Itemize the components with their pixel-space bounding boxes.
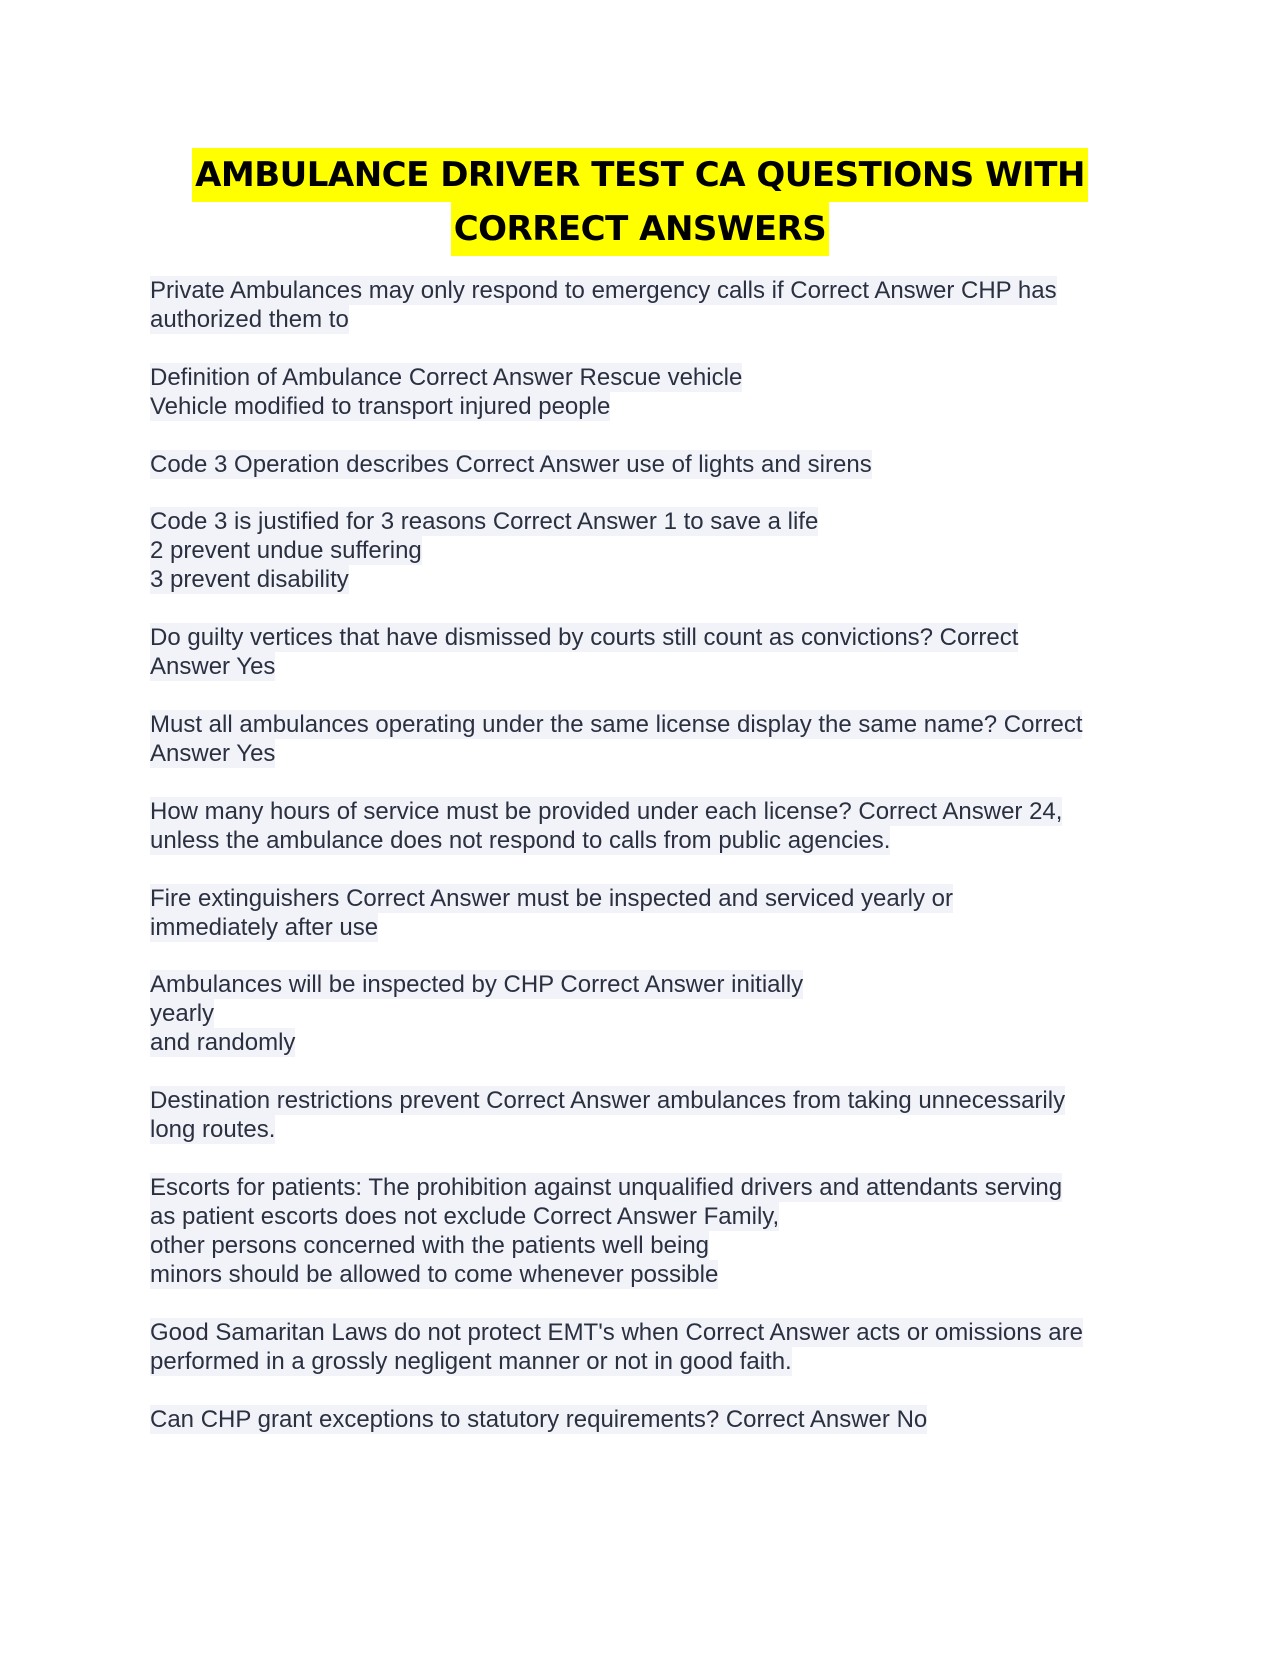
- qa-line: minors should be allowed to come whenever possible: [150, 1260, 719, 1288]
- qa-line: Good Samaritan Laws do not protect EMT's when Correct Answer acts or omissions are: [150, 1318, 1083, 1346]
- qa-line: and randomly: [150, 1029, 296, 1057]
- qa-item-11: [150, 1173, 1150, 1289]
- qa-list: [150, 276, 1150, 1462]
- qa-line: Code 3 is justified for 3 reasons Correct Answer 1 to save a life: [150, 508, 819, 536]
- qa-line: Answer Yes: [150, 739, 276, 767]
- qa-item-2: [150, 363, 1150, 421]
- qa-line: Destination restrictions prevent Correct Answer ambulances from taking unnecessarily: [150, 1087, 1066, 1115]
- qa-line: authorized them to: [150, 306, 349, 333]
- qa-line: Do guilty vertices that have dismissed by courts still count as convictions? Correct: [150, 624, 1019, 652]
- qa-line: Vehicle modified to transport injured people: [150, 392, 611, 420]
- qa-line: Definition of Ambulance Correct Answer Rescue vehicle: [150, 363, 743, 391]
- qa-line: unless the ambulance does not respond to calls from public agencies.: [150, 826, 891, 854]
- qa-line: long routes.: [150, 1116, 276, 1144]
- qa-line: Answer Yes: [150, 653, 276, 681]
- qa-item-9: [150, 970, 1150, 1057]
- qa-line: Fire extinguishers Correct Answer must be inspected and serviced yearly or: [150, 884, 954, 912]
- qa-item-4: [150, 507, 1150, 594]
- qa-line: yearly: [150, 1000, 215, 1028]
- qa-line: Must all ambulances operating under the same license display the same name? Correct: [150, 710, 1083, 738]
- qa-item-6: [150, 710, 1150, 768]
- qa-line: How many hours of service must be provided under each license? Correct Answer 24,: [150, 797, 1063, 825]
- title-line-2: CORRECT ANSWERS: [451, 202, 830, 256]
- qa-line: other persons concerned with the patients well being: [150, 1231, 710, 1259]
- qa-item-1: [150, 276, 1150, 334]
- qa-line: as patient escorts does not exclude Correct Answer Family,: [150, 1202, 780, 1230]
- qa-line: Private Ambulances may only respond to emergency calls if Correct Answer CHP has: [150, 277, 1057, 304]
- document-title: [140, 148, 1140, 256]
- qa-line: Escorts for patients: The prohibition against unqualified drivers and attendants serving: [150, 1173, 1063, 1201]
- qa-item-5: [150, 623, 1150, 681]
- qa-line: 2 prevent undue suffering: [150, 537, 422, 565]
- qa-line: Code 3 Operation describes Correct Answer use of lights and sirens: [150, 450, 872, 478]
- qa-item-10: [150, 1086, 1150, 1144]
- qa-line: immediately after use: [150, 913, 379, 941]
- qa-line: performed in a grossly negligent manner or not in good faith.: [150, 1347, 792, 1375]
- qa-item-12: [150, 1318, 1150, 1376]
- title-line-1: AMBULANCE DRIVER TEST CA QUESTIONS WITH: [192, 148, 1088, 202]
- qa-item-8: [150, 884, 1150, 942]
- qa-line: Can CHP grant exceptions to statutory requirements? Correct Answer No: [150, 1405, 928, 1433]
- qa-item-3: [150, 450, 1150, 479]
- qa-item-13: [150, 1405, 1150, 1434]
- qa-line: 3 prevent disability: [150, 566, 349, 594]
- qa-line: Ambulances will be inspected by CHP Correct Answer initially: [150, 971, 804, 999]
- qa-item-7: [150, 797, 1150, 855]
